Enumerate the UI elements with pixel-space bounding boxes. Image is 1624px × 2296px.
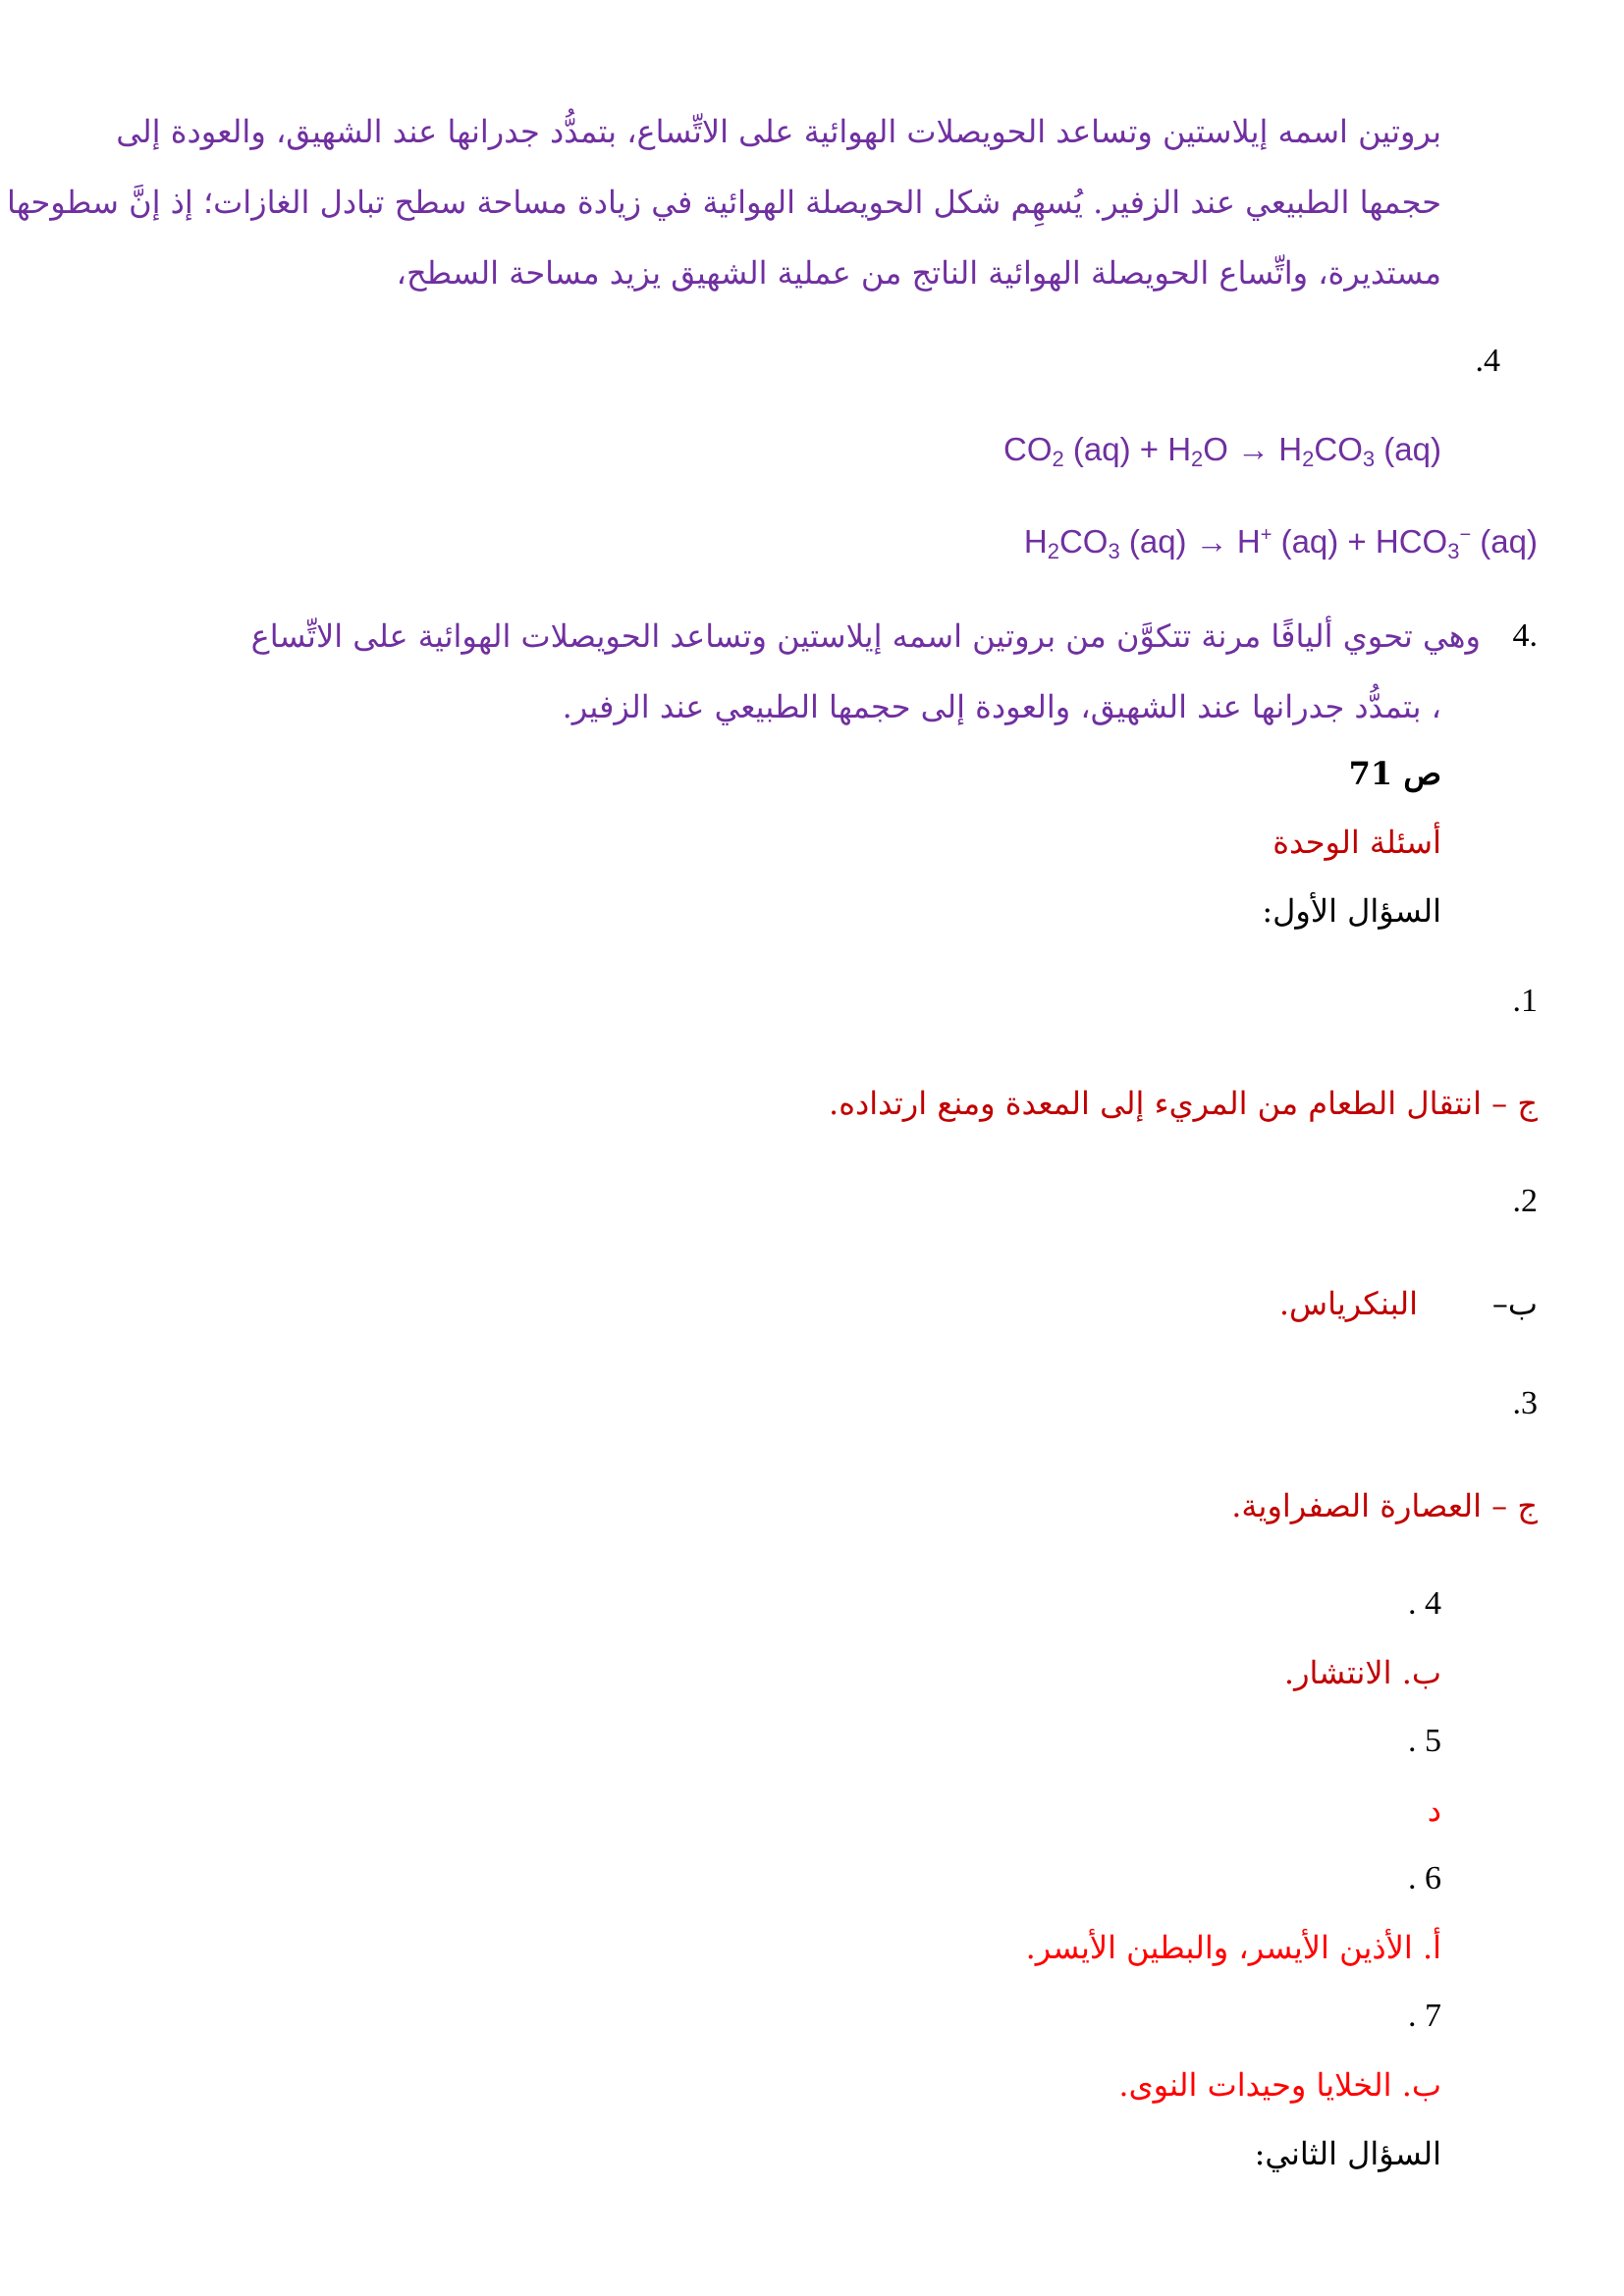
answer4-text: ب. الانتشار. xyxy=(1283,1654,1441,1691)
answer2-number: .2 xyxy=(1512,1183,1538,1219)
answer1-number: .1 xyxy=(1512,983,1538,1019)
answer6-number: . 6 xyxy=(1408,1860,1441,1896)
chemical-equation-1 xyxy=(1003,428,1441,471)
eq1-plus-h: (aq) + H xyxy=(1063,431,1192,467)
eq2-hco3-sup: − xyxy=(1459,524,1472,546)
paragraph2-line1: وهي تحوي أليافًا مرنة تتكوَّن من بروتين اسمه إيلاستين وتساعد الحويصلات الهوائية على الاتِّساع xyxy=(250,617,1481,655)
answer4-number: . 4 xyxy=(1408,1585,1441,1622)
question1-heading: السؤال الأول: xyxy=(1262,892,1441,930)
eq2-co3-sub: 3 xyxy=(1108,539,1120,563)
eq1-arrow-h: O → H xyxy=(1203,431,1303,467)
answer7-text: ب. الخلايا وحيدات النوى. xyxy=(1118,2066,1441,2104)
answer6-text: أ. الأذين الأيسر، والبطين الأيسر. xyxy=(1025,1929,1441,1966)
chemical-equation-2 xyxy=(1024,520,1538,563)
paragraph2-line2: ، بتمدُّد جدرانها عند الشهيق، والعودة إلى حجمها الطبيعي عند الزفير. xyxy=(562,688,1441,725)
eq1-state: (aq) xyxy=(1375,431,1441,467)
answer1-text: ج – انتقال الطعام من المريء إلى المعدة ومنع ارتداده. xyxy=(829,1085,1538,1122)
answer7-number: . 7 xyxy=(1408,1998,1441,2034)
paragraph1-line2: حجمها الطبيعي عند الزفير. يُسهِم شكل الحويصلة الهوائية في زيادة مساحة سطح تبادل الغازات؛ إذ إنَّ سطوحها xyxy=(7,184,1441,221)
eq1-co2: CO xyxy=(1003,431,1053,467)
eq2-co: CO xyxy=(1058,523,1109,560)
page-reference: ص 71 xyxy=(1348,755,1441,792)
item4-number: .4 xyxy=(1475,343,1500,379)
question2-heading: السؤال الثاني: xyxy=(1254,2135,1441,2172)
eq2-arrow-h: (aq) → H xyxy=(1119,523,1261,560)
eq2-hco3-sub: 3 xyxy=(1447,539,1460,563)
eq1-co3-sub: 3 xyxy=(1362,447,1376,471)
unit-questions-heading: أسئلة الوحدة xyxy=(1272,824,1441,861)
answer2-letter: ب– xyxy=(1491,1285,1538,1322)
eq2-plus-hco: (aq) + HCO xyxy=(1272,523,1448,560)
eq2-state: (aq) xyxy=(1471,523,1538,560)
eq2-h: H xyxy=(1023,523,1048,560)
paragraph1-line1: بروتين اسمه إيلاستين وتساعد الحويصلات الهوائية على الاتِّساع، بتمدُّد جدرانها عند الشهيق، والعودة إلى xyxy=(116,113,1441,150)
eq1-h2-sub: 2 xyxy=(1302,447,1315,471)
answer3-text: ج – العصارة الصفراوية. xyxy=(1231,1487,1538,1524)
answer3-number: .3 xyxy=(1512,1385,1538,1421)
eq1-co: CO xyxy=(1314,431,1363,467)
eq1-h2o-sub: 2 xyxy=(1191,447,1204,471)
answer5-number: . 5 xyxy=(1408,1723,1441,1759)
eq1-co2-sub: 2 xyxy=(1052,447,1064,471)
paragraph2-number: 4. xyxy=(1512,617,1538,654)
paragraph1-line3: مستديرة، واتِّساع الحويصلة الهوائية الناتج من عملية الشهيق يزيد مساحة السطح، xyxy=(396,254,1441,292)
eq2-h2-sub: 2 xyxy=(1047,539,1059,563)
eq2-hplus-sup: + xyxy=(1260,524,1272,546)
answer5-text: د xyxy=(1427,1791,1441,1829)
answer2-text: البنكرياس. xyxy=(1278,1285,1418,1322)
